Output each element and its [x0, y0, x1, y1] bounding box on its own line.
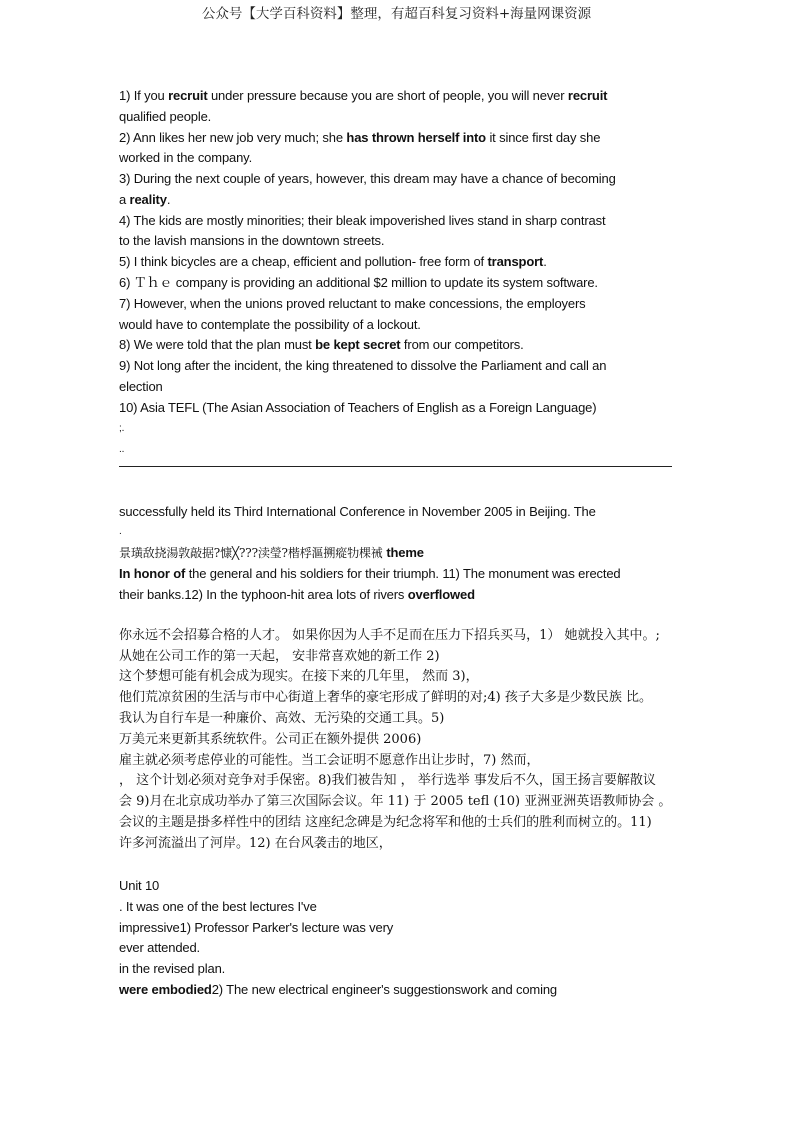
- unit-line: ever attended.: [119, 940, 201, 955]
- answer-line: 7) However, when the unions proved reluctant to make concessions, the employers: [119, 296, 586, 311]
- answer-line: 6) Ｔｈｅ company is providing an additional $2 million to update its system software.: [119, 275, 598, 290]
- translation-line: 这个梦想可能有机会成为现实。在接下来的几年里， 然而 3)，: [119, 669, 479, 684]
- answer-line: ..: [119, 444, 125, 455]
- answer-line: 8) We were told that the plan must be kept secret from our competitors.: [119, 337, 524, 352]
- answer-line: 10) Asia TEFL (The Asian Association of Teachers of English as a Foreign Language): [119, 400, 597, 415]
- translation-line: 从她在公司工作的第一天起， 安非常喜欢她的新工作 2): [119, 649, 440, 664]
- answer-line: a reality.: [119, 192, 171, 207]
- translation-line: ， 这个计划必须对竞争对手保密。8)我们被告知 ， 举行选举 事发后不久，国王扬言要解散议: [119, 773, 656, 788]
- translation-line: 会 9)月在北京成功举办了第三次国际会议。年 11) 于 2005 tefl (10) 亚洲亚洲英语教师协会 。: [119, 794, 672, 809]
- answer-line: qualified people.: [119, 109, 212, 124]
- answer-line: .: [119, 526, 122, 537]
- answer-line: to the lavish mansions in the downtown streets.: [119, 233, 385, 248]
- unit-line: . It was one of the best lectures I've: [119, 899, 317, 914]
- translation-line: 许多河流溢出了河岸。12) 在台风袭击的地区，: [119, 836, 392, 851]
- answer-line: 5) I think bicycles are a cheap, efficient and pollution- free form of transport.: [119, 254, 547, 269]
- answer-line: 2) Ann likes her new job very much; she has thrown herself into it since first day she: [119, 130, 601, 145]
- unit-line: in the revised plan.: [119, 961, 226, 976]
- unit-line: impressive1) Professor Parker's lecture was very: [119, 920, 394, 935]
- answer-line: election: [119, 379, 163, 394]
- translation-line: 我认为自行车是一种廉价、高效、无污染的交通工具。5): [119, 711, 445, 726]
- answer-line: 1) If you recruit under pressure because you are short of people, you will never recruit: [119, 88, 608, 103]
- translation-line: 会议的主题是掛多样性中的团结 这座纪念碑是为纪念将军和他的士兵们的胜利而树立的。11): [119, 815, 652, 830]
- unit-line: were embodied2) The new electrical engineer's suggestionswork and coming: [119, 982, 557, 997]
- translation-line: 你永远不会招募合格的人才。 如果你因为人手不足而在压力下招兵买马，1） 她就投入其中。;: [119, 628, 660, 643]
- answer-line: worked in the company.: [119, 150, 253, 165]
- horizontal-divider: [119, 466, 672, 467]
- garbled-line: 景璜敌挠湯敦敲据?慷╳???渎瑩?楷桴漚搠瘲牞棵祴 theme: [119, 545, 424, 560]
- answer-line: 4) The kids are mostly minorities; their bleak impoverished lives stand in sharp contrast: [119, 213, 606, 228]
- answer-line: 9) Not long after the incident, the king threatened to dissolve the Parliament and call an: [119, 358, 607, 373]
- answer-line: successfully held its Third International Conference in November 2005 in Beijing. The: [119, 504, 596, 519]
- translation-line: 雇主就必须考虑停业的可能性。当工会证明不愿意作出让步时，7) 然而，: [119, 753, 540, 768]
- answer-line: their banks.12) In the typhoon-hit area lots of rivers overflowed: [119, 587, 475, 602]
- page-header: 公众号【大学百科资料】整理，有超百科复习资料+海量网课资源: [201, 6, 592, 22]
- answer-line: ;.: [119, 423, 125, 434]
- answer-line: would have to contemplate the possibility of a lockout.: [119, 317, 421, 332]
- answer-line: 3) During the next couple of years, however, this dream may have a chance of becoming: [119, 171, 616, 186]
- answer-line: In honor of the general and his soldiers for their triumph. 11) The monument was erected: [119, 566, 621, 581]
- unit-heading: Unit 10: [119, 878, 160, 893]
- translation-line: 万美元来更新其系统软件。公司正在额外提供 2006): [119, 732, 422, 747]
- translation-line: 他们荒凉贫困的生活与市中心街道上奢华的豪宅形成了鲜明的对;4) 孩子大多是少数民族 比。: [119, 690, 652, 705]
